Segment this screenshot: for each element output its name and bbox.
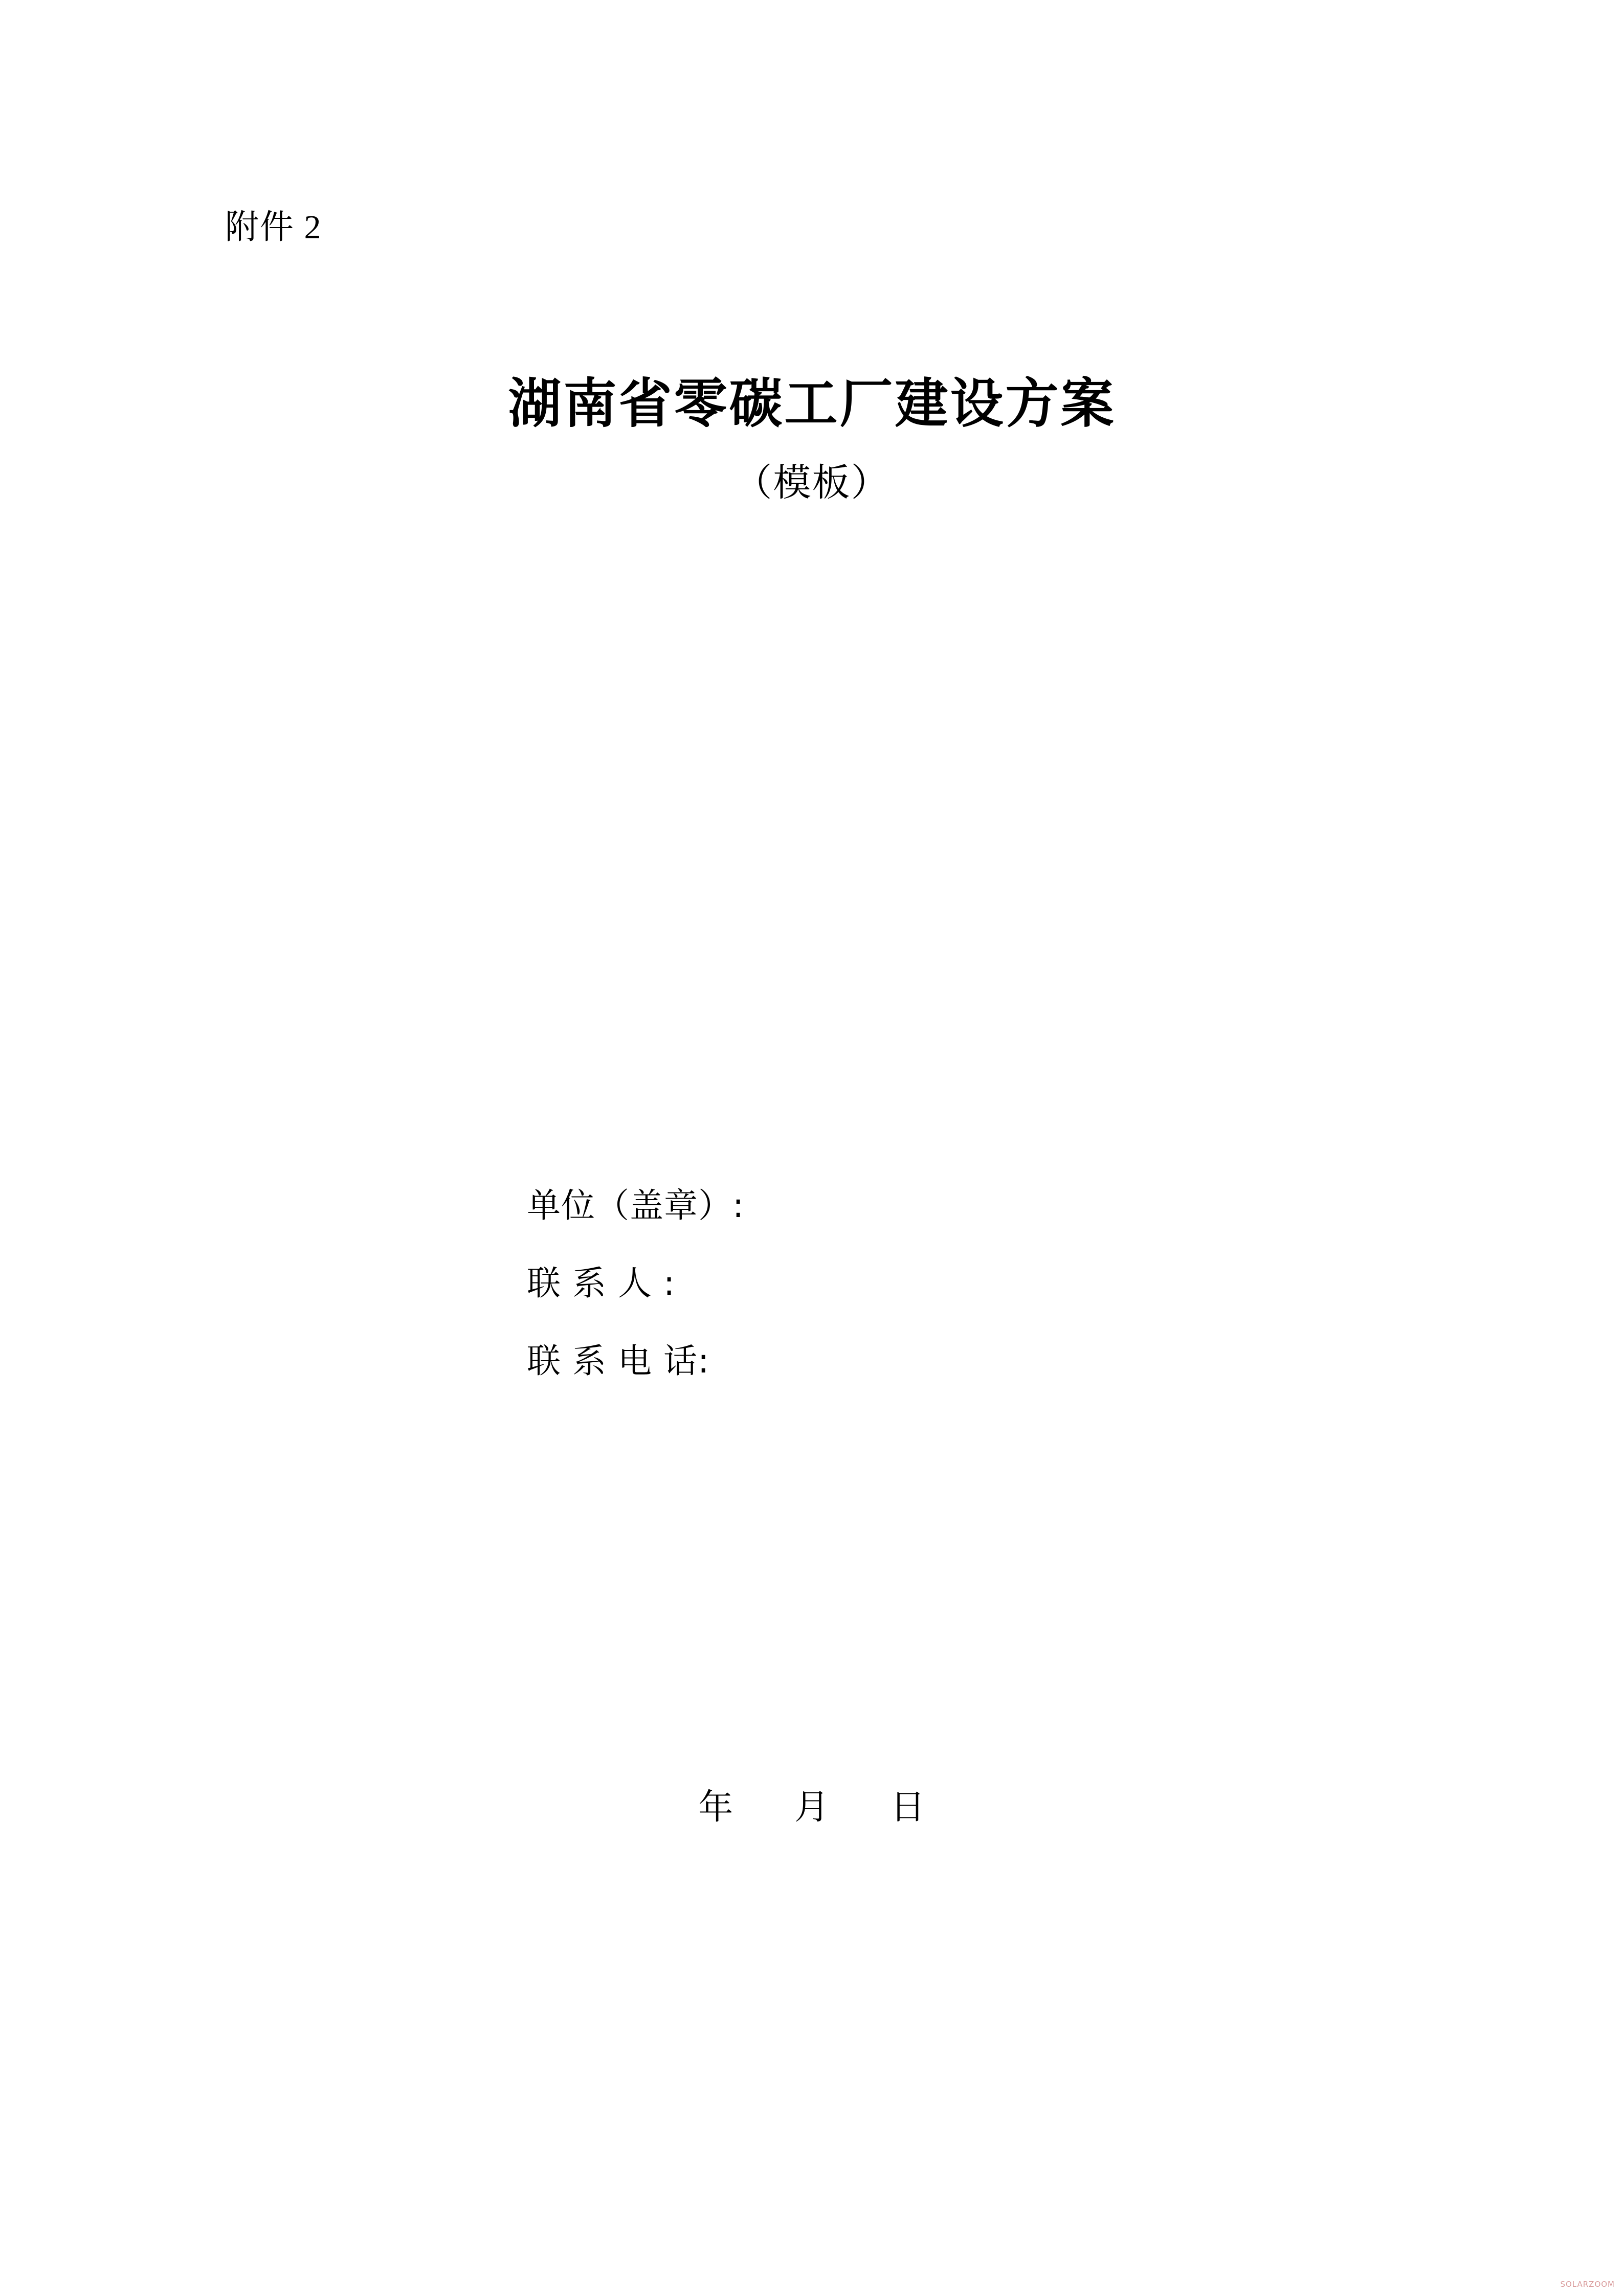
signature-fields [527,1186,1141,1422]
date-day-label: 日 [890,1787,926,1828]
unit-seal-label: 单位（盖章）: [527,1186,745,1225]
contact-person-label: 联 系 人 : [527,1264,676,1303]
page-title: 湖南省零碳工厂建设方案 [508,372,1116,435]
date-line [0,1780,1624,1829]
field-row-contact-phone [527,1341,1141,1381]
field-row-contact-person [527,1264,1141,1303]
attachment-label: 附件 2 [225,209,322,246]
date-month-label: 月 [794,1787,830,1828]
contact-phone-label: 联 系 电 话: [527,1341,710,1381]
field-row-unit-seal [527,1186,1141,1225]
watermark-text: SOLARZOOM [1560,2280,1615,2289]
page-subtitle: （模板） [734,462,890,504]
date-year-label: 年 [698,1787,734,1828]
